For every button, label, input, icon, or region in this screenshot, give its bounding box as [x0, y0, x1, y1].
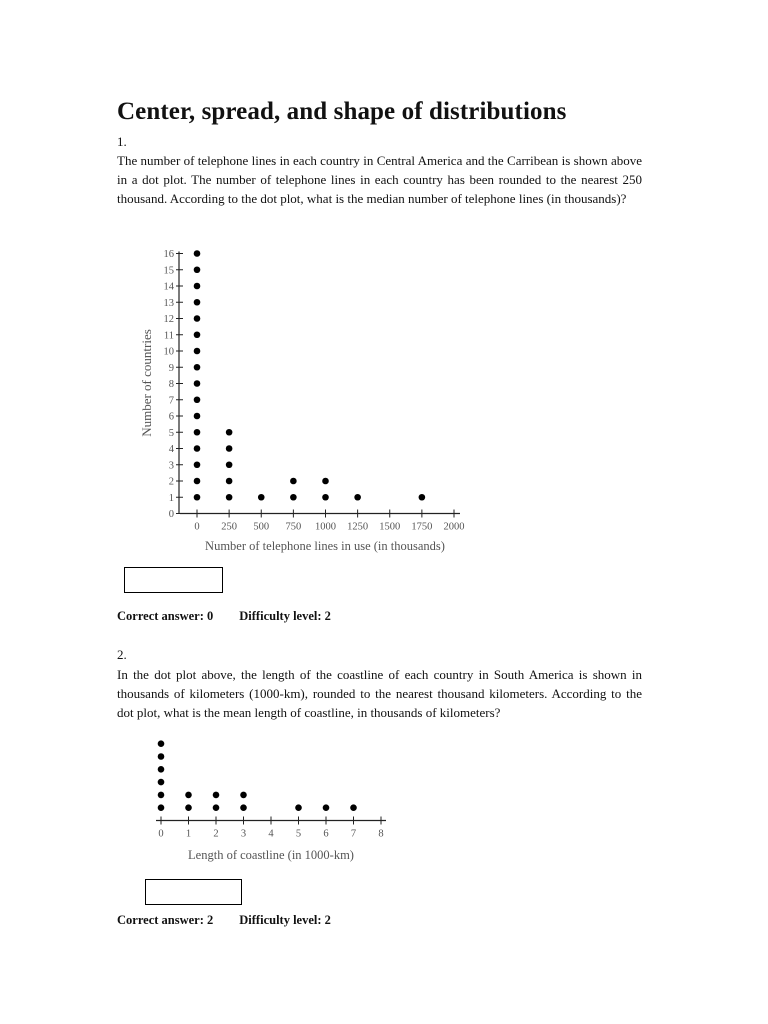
x-tick-label: 1500	[379, 521, 401, 533]
y-tick-label: 14	[163, 281, 174, 293]
data-dot	[158, 766, 165, 773]
x-axis-label: Length of coastline (in 1000-km)	[188, 848, 354, 862]
y-tick-label: 15	[163, 265, 174, 277]
x-tick-label: 5	[295, 828, 302, 840]
data-dot	[158, 792, 165, 799]
x-tick-label: 7	[350, 828, 357, 840]
data-dot	[213, 792, 220, 799]
x-tick-label: 4	[268, 828, 274, 840]
data-dot	[185, 792, 192, 799]
data-dot	[158, 779, 165, 786]
data-dot	[240, 792, 247, 799]
data-dot	[185, 804, 192, 811]
question-2-number: 2.	[117, 647, 127, 662]
question-1-text: The number of telephone lines in each country in Central America and the Carribean is shown above in a dot plot. The number of telephone lines in each country has been rounded to the nearest 250 thousand. According to the dot plot, what is the median number of telephone lines (in thousands)?	[117, 153, 642, 206]
y-tick-label: 9	[168, 362, 174, 374]
y-tick-label: 10	[163, 346, 174, 358]
x-tick-label: 1250	[347, 521, 369, 533]
y-tick-label: 12	[163, 314, 174, 325]
x-tick-label: 1000	[315, 521, 336, 533]
data-dot	[158, 753, 165, 760]
data-dot	[158, 740, 165, 747]
y-axis-label: Number of countries	[139, 329, 154, 437]
answer-input-2[interactable]	[145, 879, 242, 905]
x-tick-label: 3	[240, 828, 247, 840]
y-tick-label: 16	[163, 249, 174, 260]
data-dot	[295, 804, 302, 811]
answer-line-2	[117, 913, 331, 928]
y-tick-label: 2	[168, 476, 174, 488]
correct-answer-1: Correct answer: 0	[117, 609, 214, 623]
correct-answer-2: Correct answer: 2	[117, 913, 214, 927]
x-tick-label: 1	[185, 828, 192, 840]
y-tick-label: 3	[168, 460, 174, 472]
x-tick-label: 250	[221, 521, 237, 533]
y-tick-label: 11	[163, 330, 174, 342]
y-tick-label: 5	[168, 427, 174, 439]
x-tick-label: 1750	[411, 521, 433, 533]
data-dot	[158, 804, 165, 811]
page-title: Center, spread, and shape of distributions	[117, 98, 567, 125]
x-tick-label: 750	[285, 521, 302, 533]
x-tick-label: 0	[158, 828, 164, 840]
y-tick-label: 8	[168, 379, 174, 390]
y-tick-label: 6	[168, 411, 174, 423]
y-tick-label: 1	[168, 492, 174, 504]
difficulty-level-1: Difficulty level: 2	[239, 609, 331, 623]
question-2-text: In the dot plot above, the length of the coastline of each country in South America is shown in thousands of kilometers (1000-km), rounded to the nearest thousand kilometers. According to the dot plot, what is the mean length of coastline, in thousands of kilometers?	[117, 667, 642, 720]
y-tick-label: 4	[168, 444, 174, 455]
data-dot	[350, 804, 357, 811]
y-tick-label: 7	[168, 395, 174, 407]
y-tick-label: 0	[168, 509, 174, 520]
data-dot	[323, 804, 330, 811]
x-tick-label: 500	[253, 521, 270, 533]
difficulty-level-2: Difficulty level: 2	[239, 913, 331, 927]
x-tick-label: 0	[194, 521, 200, 533]
y-tick-label: 13	[163, 297, 174, 309]
data-dot	[240, 804, 247, 811]
data-dot	[213, 804, 220, 811]
x-tick-label: 8	[378, 828, 384, 840]
x-tick-label: 2000	[443, 521, 465, 533]
question-1-number: 1.	[117, 134, 127, 149]
x-tick-label: 6	[323, 828, 329, 840]
x-axis-label: Number of telephone lines in use (in thousands)	[205, 539, 445, 553]
x-tick-label: 2	[213, 828, 219, 840]
